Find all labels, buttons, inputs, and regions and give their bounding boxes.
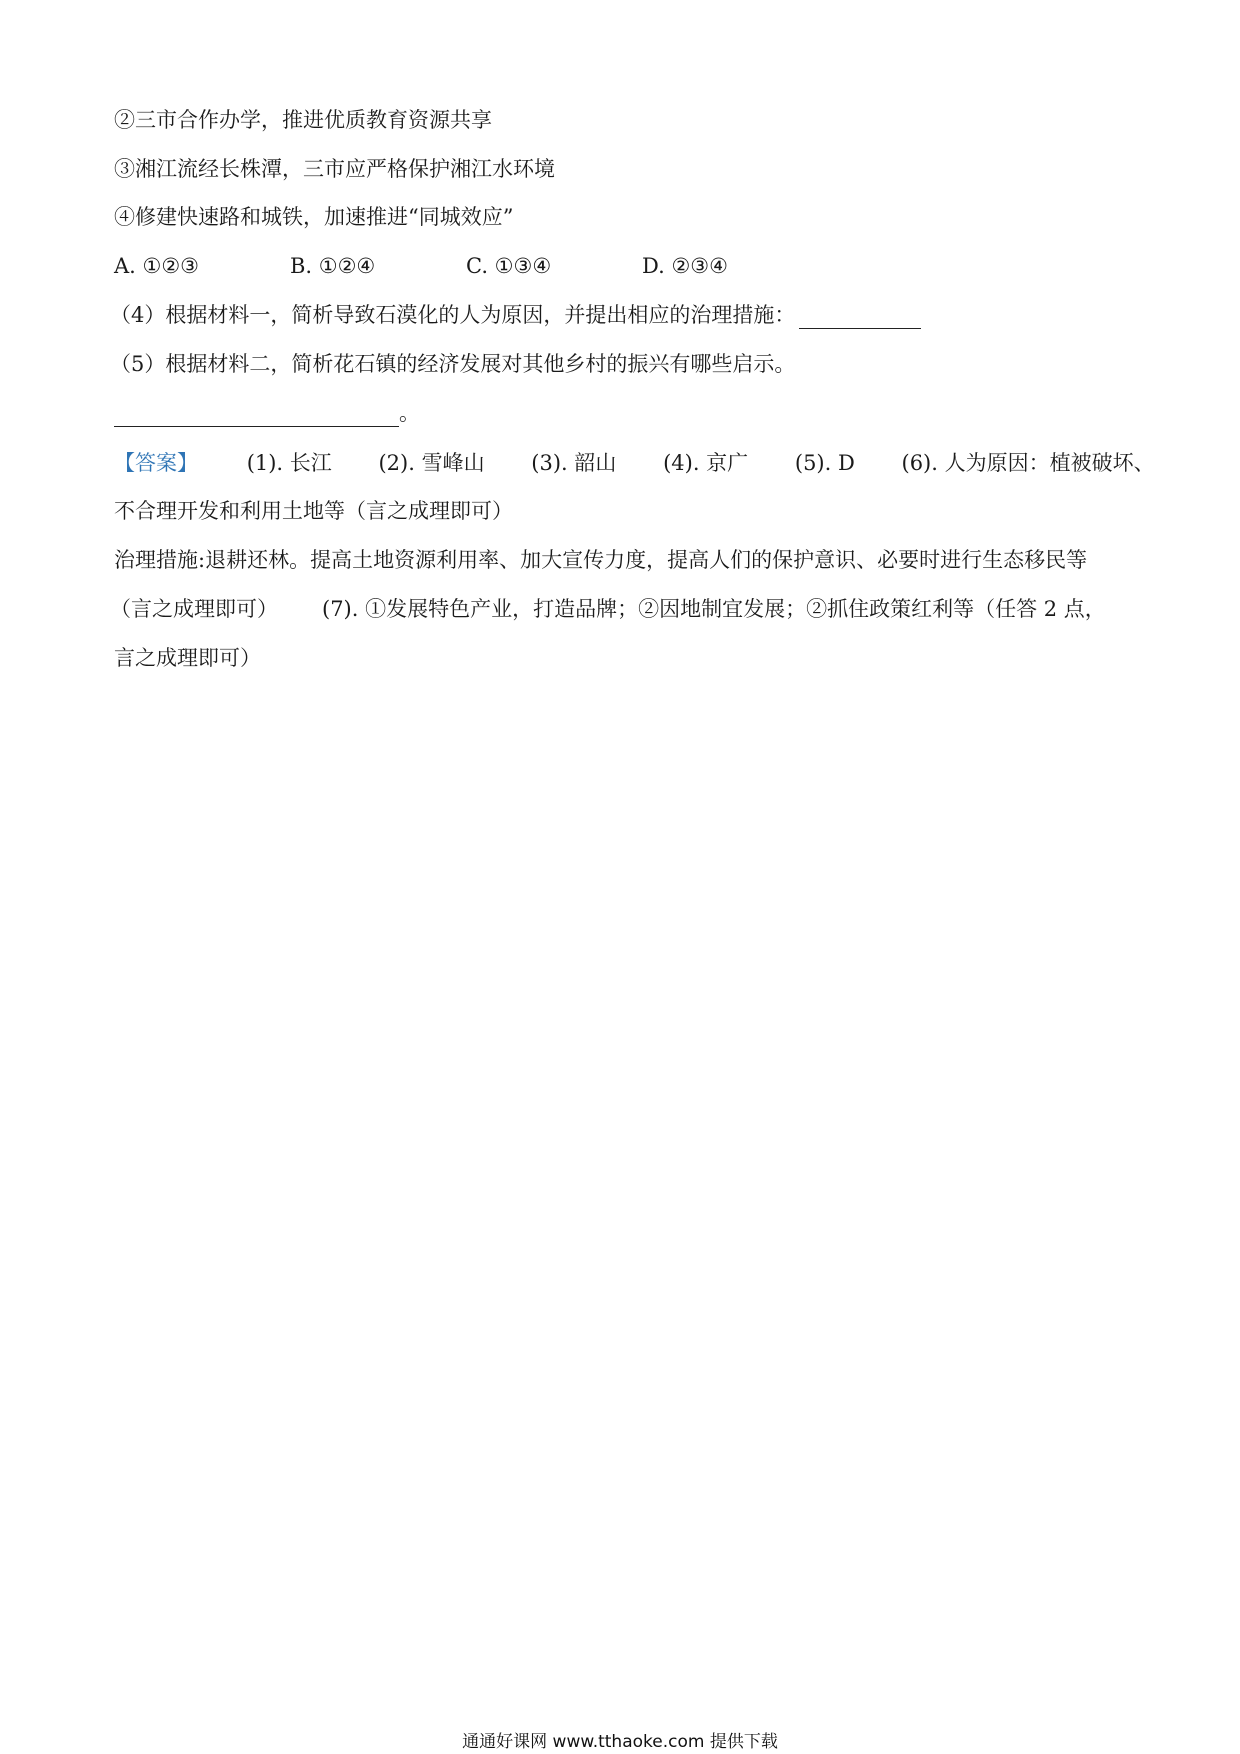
statement-3: ③湘江流经长株潭，三市应严格保护湘江水环境 [114,157,555,181]
statement-2: ②三市合作办学，推进优质教育资源共享 [114,108,492,132]
question-5-end: 。 [399,401,420,425]
options-row [114,252,818,280]
question-5-blank-line [114,399,420,427]
answer-6-end: （言之成理即可） [110,597,278,621]
question-4-text: （4）根据材料一，简析导致石漠化的人为原因，并提出相应的治理措施： [110,303,796,327]
option-b: B. ①②④ [290,254,376,278]
option-c: C. ①③④ [466,254,552,278]
question-4 [110,301,921,329]
answer-6-continued: 不合理开发和利用土地等（言之成理即可） [114,499,513,523]
answer-7-end: 言之成理即可） [114,646,261,670]
answer-blank [799,306,921,329]
answer-6: (6). 人为原因：植被破坏、 [901,451,1155,475]
option-a: A. ①②③ [114,254,199,278]
answer-3: (3). 韶山 [531,451,617,475]
answer-tag: 【答案】 [114,451,198,475]
answer-1: (1). 长江 [246,451,332,475]
answer-line-7 [110,595,1106,623]
footer-watermark: 通通好课网 www.tthaoke.com 提供下载 [462,1732,778,1752]
answer-blank [114,404,399,427]
option-d: D. ②③④ [642,254,728,278]
question-5: （5）根据材料二，简析花石镇的经济发展对其他乡村的振兴有哪些启示。 [110,352,796,376]
answer-4: (4). 京广 [663,451,749,475]
answer-line-1 [114,449,1155,477]
answer-2: (2). 雪峰山 [378,451,485,475]
answer-5: (5). D [794,451,855,475]
answer-6-measures: 治理措施:退耕还林。提高土地资源利用率、加大宣传力度，提高人们的保护意识、必要时进行生态移民等 [114,548,1088,572]
statement-4: ④修建快速路和城铁，加速推进“同城效应” [114,205,514,229]
answer-7: (7). ①发展特色产业，打造品牌；②因地制宜发展；②抓住政策红利等（任答 2 点， [322,597,1106,621]
